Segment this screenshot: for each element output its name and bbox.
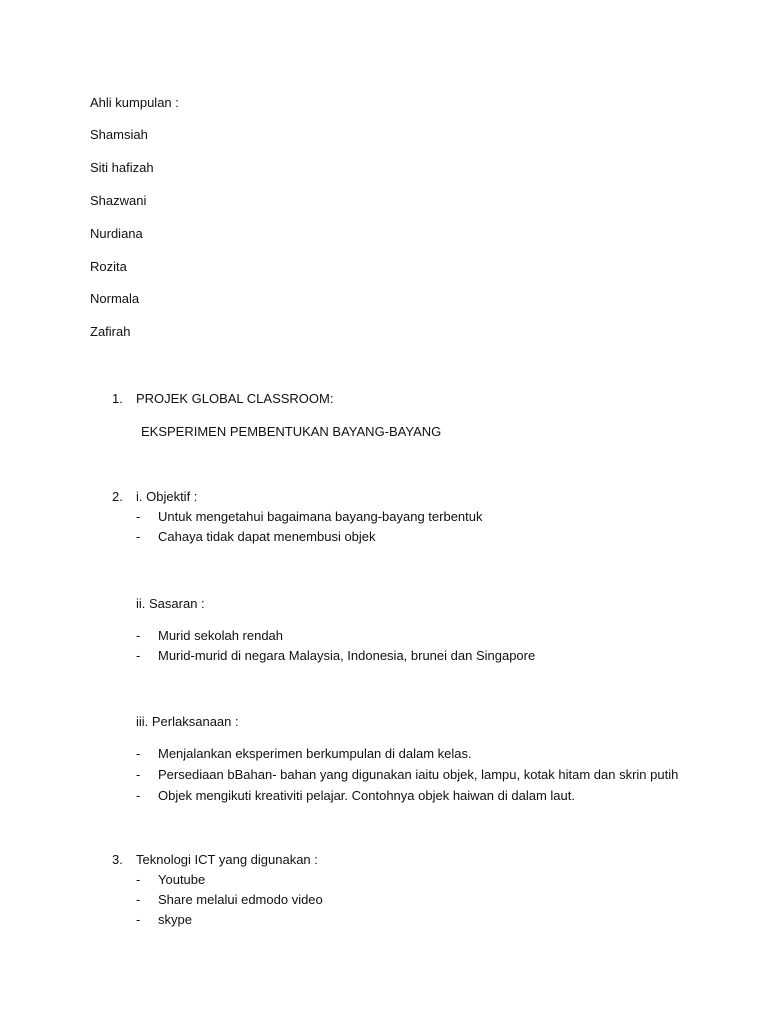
section-number: 1. [112,391,123,406]
ict-item: Youtube [158,872,206,887]
section1-subtitle: EKSPERIMEN PEMBENTUKAN BAYANG-BAYANG [141,424,442,439]
bullet-dash: - [136,892,141,907]
bullet-dash: - [136,648,141,663]
perlaksanaan-item: Menjalankan eksperimen berkumpulan di dalam kelas. [158,746,472,761]
bullet-dash: - [136,872,141,887]
perlaksanaan-item: Objek mengikuti kreativiti pelajar. Contohnya objek haiwan di dalam laut. [158,788,575,803]
objektif-heading: i. Objektif : [136,489,198,504]
sasaran-heading: ii. Sasaran : [136,596,205,611]
bullet-dash: - [136,746,141,761]
ict-item: skype [158,912,192,927]
section3-heading: Teknologi ICT yang digunakan : [136,852,318,867]
member-name: Rozita [90,259,127,274]
member-name: Normala [90,291,140,306]
member-name: Zafirah [90,324,131,339]
objektif-item: Cahaya tidak dapat menembusi objek [158,529,376,544]
objektif-item: Untuk mengetahui bagaimana bayang-bayang terbentuk [158,509,483,524]
perlaksanaan-heading: iii. Perlaksanaan : [136,714,239,729]
ict-item: Share melalui edmodo video [158,892,323,907]
member-name: Siti hafizah [90,160,154,175]
bullet-dash: - [136,509,141,524]
bullet-dash: - [136,788,141,803]
bullet-dash: - [136,912,141,927]
bullet-dash: - [136,767,141,782]
members-heading: Ahli kumpulan : [90,95,179,110]
member-name: Shazwani [90,193,147,208]
bullet-dash: - [136,628,141,643]
perlaksanaan-item: Persediaan bBahan- bahan yang digunakan iaitu objek, lampu, kotak hitam dan skrin putih [158,767,679,782]
sasaran-item: Murid sekolah rendah [158,628,284,643]
section1-title: PROJEK GLOBAL CLASSROOM: [136,391,334,406]
sasaran-item: Murid-murid di negara Malaysia, Indonesia, brunei dan Singapore [158,648,536,663]
section-number: 3. [112,852,123,867]
section-number: 2. [112,489,123,504]
member-name: Nurdiana [90,226,143,241]
bullet-dash: - [136,529,141,544]
member-name: Shamsiah [90,127,148,142]
